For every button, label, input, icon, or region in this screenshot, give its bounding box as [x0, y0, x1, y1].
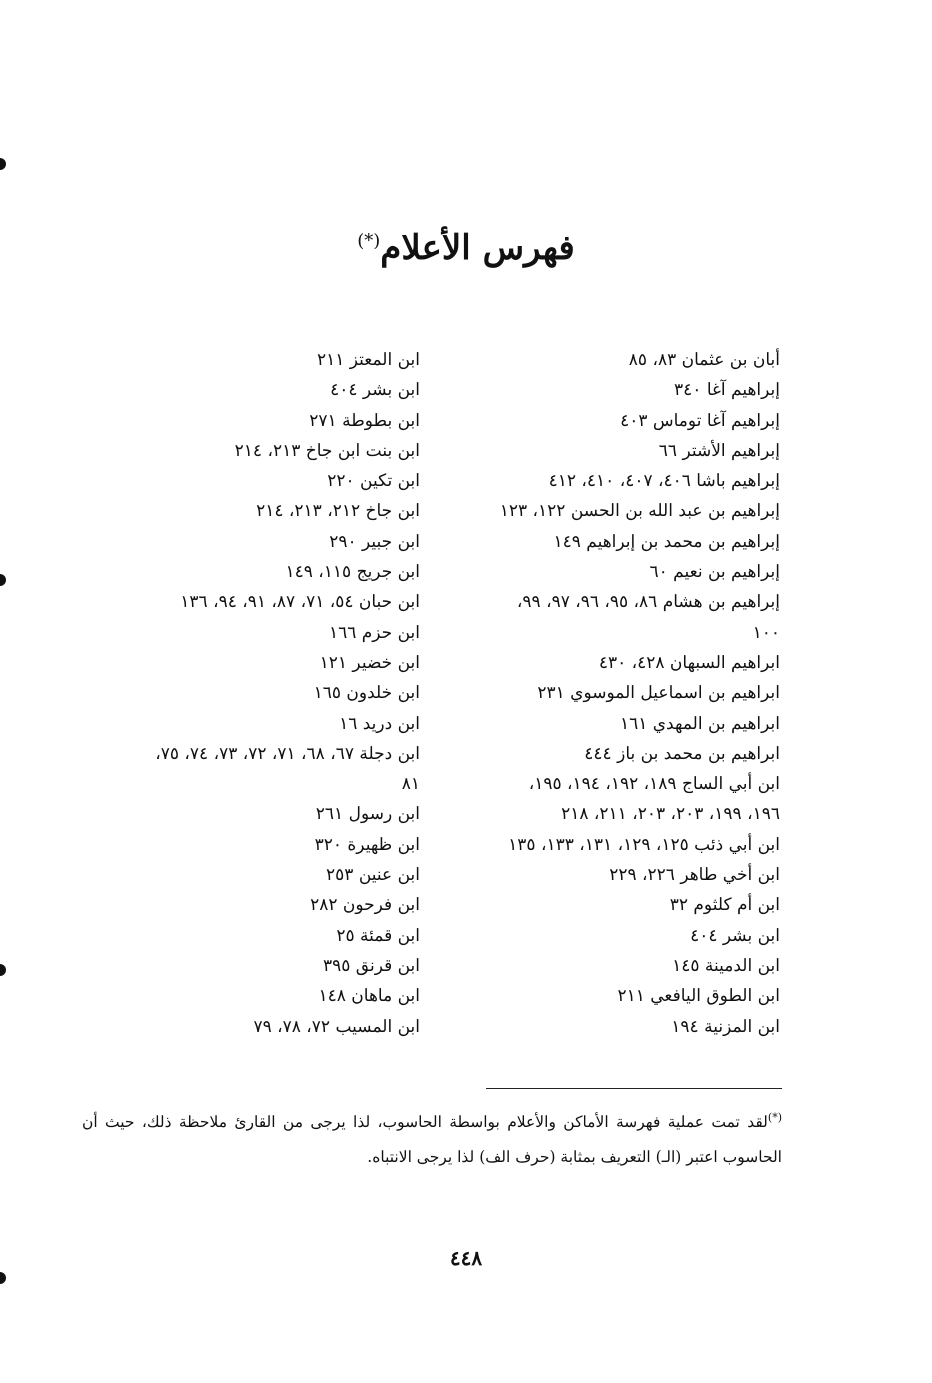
index-entry: ابراهيم بن المهدي ١٦١: [619, 713, 780, 734]
index-entry: ابن خلدون ١٦٥: [313, 683, 420, 704]
index-entry: ١٠٠: [752, 622, 780, 643]
index-entry: إبراهيم بن نعيم ٦٠: [649, 562, 780, 583]
index-entry: ١٩٦، ١٩٩، ٢٠٣، ٢٠٣، ٢١١، ٢١٨: [561, 804, 780, 825]
footnote-separator: [486, 1088, 782, 1089]
index-entry: ابن رسول ٢٦١: [315, 804, 420, 825]
index-entry: ابن أبي الساج ١٨٩، ١٩٢، ١٩٤، ١٩٥،: [528, 774, 780, 795]
index-entry: ابن فرحون ٢٨٢: [310, 895, 420, 916]
index-entry: ابن أبي ذئب ١٢٥، ١٢٩، ١٣١، ١٣٣، ١٣٥: [508, 834, 780, 855]
index-entry: ابراهيم بن اسماعيل الموسوي ٢٣١: [537, 683, 780, 704]
index-entry: ابن قرنق ٣٩٥: [322, 955, 420, 976]
index-entry: ابن المعتز ٢١١: [316, 350, 420, 370]
index-entry: ابن الطوق اليافعي ٢١١: [617, 986, 780, 1007]
index-entry: ابن جاخ ٢١٢، ٢١٣، ٢١٤: [256, 501, 420, 522]
index-entry: أبان بن عثمان ٨٣، ٨٥: [628, 350, 780, 370]
index-column-left: [80, 345, 420, 1042]
footnote: [82, 1100, 782, 1175]
index-entry: ابن أم كلثوم ٣٢: [669, 895, 780, 916]
footnote-marker: (*): [767, 1111, 782, 1124]
index-column-right: [440, 345, 780, 1042]
index-entry: ابن جبير ٢٩٠: [329, 531, 420, 552]
index-entry: إبراهيم بن محمد بن إبراهيم ١٤٩: [553, 531, 780, 552]
title-footnote-marker: (*): [357, 230, 381, 252]
index-entry: ابراهيم بن محمد بن باز ٤٤٤: [584, 743, 780, 764]
index-entry: ابن ماهان ١٤٨: [318, 986, 420, 1007]
index-entry: إبراهيم بن هشام ٨٦، ٩٥، ٩٦، ٩٧، ٩٩،: [516, 592, 780, 613]
index-entry: إبراهيم آغا ٣٤٠: [674, 380, 780, 401]
index-entry: إبراهيم باشا ٤٠٦، ٤٠٧، ٤١٠، ٤١٢: [548, 471, 780, 492]
binding-hole-mark: [0, 1272, 6, 1284]
index-entry: ابن تكين ٢٢٠: [327, 471, 420, 492]
index-entry: ابن المزنية ١٩٤: [671, 1016, 780, 1037]
index-entry: ابراهيم السبهان ٤٢٨، ٤٣٠: [598, 652, 780, 673]
footnote-text: لقد تمت عملية فهرسة الأماكن والأعلام بواسطة الحاسوب، لذا يرجى من القارئ ملاحظة ذلك، حيث أن الحاسوب اعتبر (الـ) التعريف بمثابة (حرف الف) لذا يرجى الانتباه.: [82, 1113, 782, 1167]
index-entry: ابن جريج ١١٥، ١٤٩: [285, 562, 420, 583]
page-number: ٤٤٨: [449, 1246, 483, 1270]
page-title: [0, 228, 932, 268]
index-entry: ابن بشر ٤٠٤: [330, 380, 420, 401]
index-entry: ٨١: [401, 774, 420, 795]
index-entry: إبراهيم الأشتر ٦٦: [658, 440, 780, 461]
binding-hole-mark: [0, 964, 6, 976]
binding-hole-mark: [0, 574, 6, 586]
index-entry: ابن خضير ١٢١: [319, 652, 420, 673]
index-entry: ابن بشر ٤٠٤: [690, 925, 780, 946]
index-entry: ابن دجلة ٦٧، ٦٨، ٧١، ٧٢، ٧٣، ٧٤، ٧٥،: [155, 743, 420, 764]
binding-hole-mark: [0, 158, 6, 170]
index-entry: ابن قمئة ٢٥: [336, 925, 420, 946]
index-entry: ابن المسيب ٧٢، ٧٨، ٧٩: [253, 1016, 420, 1037]
index-entry: ابن ظهيرة ٣٢٠: [314, 834, 420, 855]
title-text: فهرس الأعلام: [380, 228, 575, 268]
index-entry: ابن حبان ٥٤، ٧١، ٨٧، ٩١، ٩٤، ١٣٦: [180, 592, 420, 613]
index-entry: ابن حزم ١٦٦: [328, 622, 420, 643]
index-entry: إبراهيم بن عبد الله بن الحسن ١٢٢، ١٢٣: [499, 501, 780, 522]
index-entry: ابن عنين ٢٥٣: [326, 865, 420, 886]
index-entry: إبراهيم آغا توماس ٤٠٣: [620, 410, 780, 431]
index-entry: ابن بنت ابن جاخ ٢١٣، ٢١٤: [234, 440, 420, 461]
index-entry: ابن أخي طاهر ٢٢٦، ٢٢٩: [609, 865, 780, 886]
index-entry: ابن الدمينة ١٤٥: [672, 955, 780, 976]
index-entry: ابن دريد ١٦: [339, 713, 420, 734]
index-entry: ابن بطوطة ٢٧١: [309, 410, 420, 431]
